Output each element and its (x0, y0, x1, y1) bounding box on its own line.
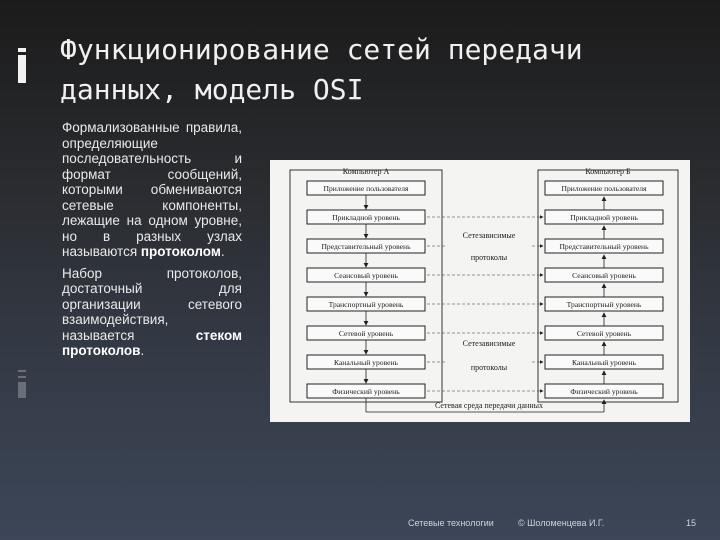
slide-title (60, 30, 690, 110)
computer-b-label: Компьютер Б (585, 167, 631, 176)
osi-diagram (270, 160, 690, 422)
layer-label-b: Физический уровень (570, 387, 638, 396)
title-line-2: данных, модель OSI (60, 73, 364, 106)
computer-a-label: Компьютер А (342, 167, 390, 176)
upper-protocols-label-1: Сетезависимые (462, 231, 516, 240)
decor-block (18, 382, 26, 398)
footer-page-number: 15 (686, 518, 697, 528)
body-text (62, 120, 242, 365)
footer-course: Сетевые технологии (408, 518, 494, 528)
paragraph-text: Набор протоколов, достаточный для организации сетевого взаимодействия, называется (62, 265, 242, 343)
layer-label-a: Приложение пользователя (323, 184, 409, 193)
medium-label: Сетевая среда передачи данных (435, 401, 543, 410)
layer-label-a: Сетевой уровень (338, 329, 394, 338)
decor-line (18, 376, 26, 378)
layer-label-b: Канальный уровень (571, 358, 637, 367)
footer-author: © Шоломенцева И.Г. (518, 518, 605, 528)
lower-protocols-label-2: протоколы (470, 363, 508, 372)
layer-label-b: Приложение пользователя (561, 184, 647, 193)
layer-label-b: Сеансовый уровень (572, 271, 636, 280)
osi-diagram-svg (270, 160, 690, 422)
title-accent-block (18, 55, 26, 83)
layer-label-a: Физический уровень (332, 387, 400, 396)
layer-label-b: Транспортный уровень (566, 300, 642, 309)
paragraph-stack (62, 266, 242, 359)
lower-protocols-label-1: Сетезависимые (462, 339, 516, 348)
decor-line (18, 370, 26, 372)
title-accent-bar (18, 48, 26, 52)
layer-label-a: Канальный уровень (333, 358, 399, 367)
paragraph-end: . (140, 343, 145, 358)
layer-label-b: Представительный уровень (559, 242, 649, 251)
paragraph-end: . (220, 244, 225, 259)
paragraph-protocol (62, 120, 242, 260)
layer-label-b: Сетевой уровень (576, 329, 632, 338)
paragraph-text: Формализованные правила, определяющие последовательность и формат сообщений, которыми обмениваются сетевые компоненты, лежащие на одном уровне, но в разных узлах называются (62, 120, 242, 259)
term-protocol: протоколом (140, 244, 221, 259)
layer-label-a: Сеансовый уровень (334, 271, 398, 280)
layer-label-a: Транспортный уровень (328, 300, 404, 309)
layer-label-a: Прикладной уровень (332, 213, 400, 222)
layer-label-b: Прикладной уровень (570, 213, 638, 222)
layer-label-a: Представительный уровень (321, 242, 411, 251)
title-line-1: Функционирование сетей передачи (60, 33, 583, 66)
term-protocol-stack: стеком протоколов (62, 327, 242, 358)
upper-protocols-label-2: протоколы (470, 253, 508, 262)
